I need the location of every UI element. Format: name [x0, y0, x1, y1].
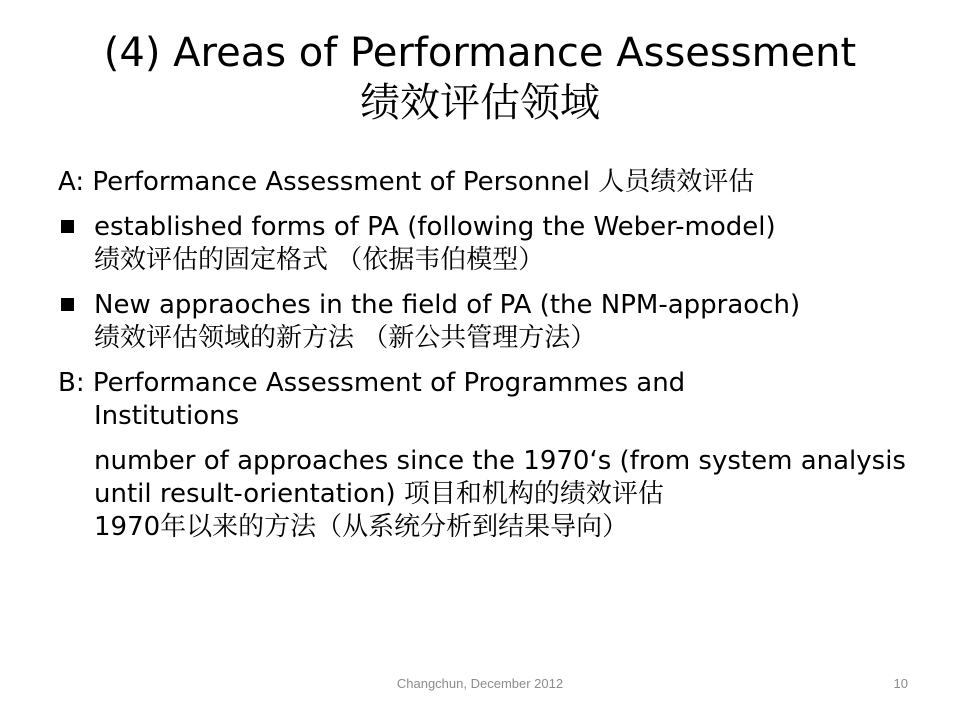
bullet-text-chinese: 绩效评估领域的新方法 （新公共管理方法） — [94, 323, 597, 353]
section-b-text-chinese: 1970年以来的方法（从系统分析到结果导向） — [94, 512, 629, 542]
title-line-chinese: 绩效评估领域 — [360, 80, 600, 126]
section-b-heading-line1: B: Performance Assessment of Programmes and — [58, 368, 686, 398]
bullet-item — [58, 211, 908, 277]
section-b-text: number of approaches since the 1970‘s (from system analysis until result-orientation) 项目和机构的绩效评估 — [94, 446, 906, 509]
footer-text: Changchun, December 2012 — [396, 676, 564, 691]
section-b-description — [58, 445, 908, 544]
title-line-english: (4) Areas of Performance Assessment — [103, 30, 857, 76]
bullet-text-chinese: 绩效评估的固定格式 （依据韦伯模型） — [94, 245, 545, 275]
bullet-text-english: New appraoches in the field of PA (the NPM-appraoch) — [94, 290, 801, 320]
slide-title — [40, 28, 920, 128]
bullet-item — [58, 289, 908, 355]
square-bullet-icon — [61, 220, 74, 233]
bullet-text-english: established forms of PA (following the Weber-model) — [94, 212, 776, 242]
section-b-heading-line2: Institutions — [94, 401, 240, 431]
section-a-heading: A: Performance Assessment of Personnel 人员绩效评估 — [58, 167, 755, 197]
square-bullet-icon — [61, 298, 74, 311]
slide-number: 10 — [893, 676, 908, 691]
slide-content — [58, 166, 908, 544]
section-b-heading — [58, 367, 908, 433]
